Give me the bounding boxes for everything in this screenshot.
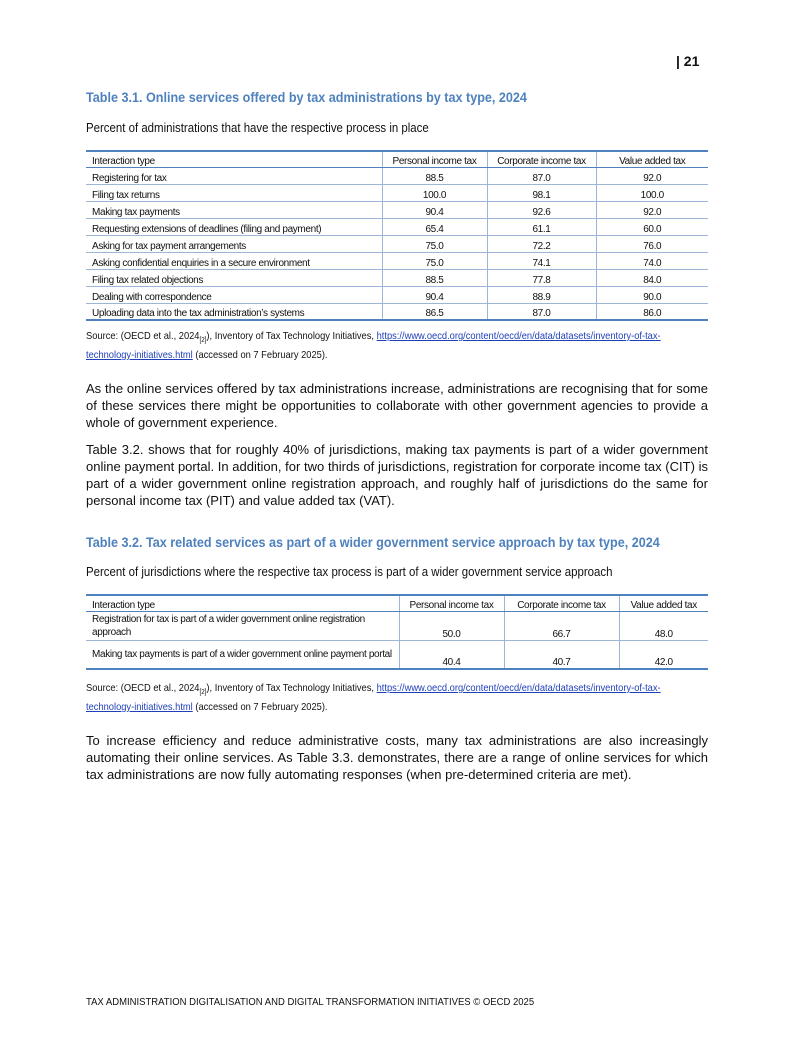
cell-vat: 92.0 <box>596 167 708 184</box>
cell-cit: 74.1 <box>487 252 596 269</box>
table1-subtitle: Percent of administrations that have the respective process in place <box>86 120 429 135</box>
cell-vat: 92.0 <box>596 201 708 218</box>
cell-pit: 88.5 <box>382 269 487 286</box>
cell-pit: 75.0 <box>382 235 487 252</box>
source-suffix: (accessed on 7 February 2025). <box>192 701 328 714</box>
cell-cit: 87.0 <box>487 303 596 320</box>
page-number: | 21 <box>676 53 700 69</box>
cell-cit: 77.8 <box>487 269 596 286</box>
cell-vat: 42.0 <box>619 640 708 669</box>
cell-vat: 60.0 <box>596 218 708 235</box>
cell-pit: 88.5 <box>382 167 487 184</box>
cell-cit: 66.7 <box>504 611 619 640</box>
table-row <box>86 611 708 640</box>
cell-pit: 90.4 <box>382 286 487 303</box>
table-row <box>86 167 708 184</box>
table-row <box>86 252 708 269</box>
table1-source-note <box>86 329 708 363</box>
cell-cit: 40.7 <box>504 640 619 669</box>
body-paragraph-1: As the online services offered by tax administrations increase, administrations are recognising that for some of these services there might be opportunities to collaborate with other government agencies to provide a whole of government experience. <box>86 381 708 430</box>
table2-subtitle: Percent of jurisdictions where the respective tax process is part of a wider government service approach <box>86 564 613 579</box>
source-link[interactable]: https://www.oecd.org/content/oecd/en/data/datasets/inventory-of-tax-technology-initiatives.html <box>86 682 661 714</box>
row-label: Making tax payments is part of a wider government online payment portal <box>86 640 399 669</box>
cell-cit: 72.2 <box>487 235 596 252</box>
table2-title: Table 3.2. Tax related services as part of a wider government service approach by tax type, 2024 <box>86 534 660 550</box>
source-prefix: Source: (OECD et al., 2024 <box>86 682 200 694</box>
row-label: Making tax payments <box>86 201 382 218</box>
cell-pit: 100.0 <box>382 184 487 201</box>
table2-source-note <box>86 681 708 715</box>
cell-vat: 84.0 <box>596 269 708 286</box>
table-row <box>86 269 708 286</box>
table-row <box>86 235 708 252</box>
table1-header-cit: Corporate income tax <box>487 151 596 167</box>
table2 <box>86 594 708 670</box>
table2-header-row <box>86 595 708 611</box>
row-label: Filing tax related objections <box>86 269 382 286</box>
table1-header-pit: Personal income tax <box>382 151 487 167</box>
row-label: Registration for tax is part of a wider government online registration approach <box>86 611 399 640</box>
table-row <box>86 201 708 218</box>
source-mid: ), Inventory of Tax Technology Initiatives, <box>206 330 377 342</box>
cell-pit: 40.4 <box>399 640 504 669</box>
row-label: Requesting extensions of deadlines (filing and payment) <box>86 218 382 235</box>
table1-header-vat: Value added tax <box>596 151 708 167</box>
cell-vat: 90.0 <box>596 286 708 303</box>
cell-pit: 90.4 <box>382 201 487 218</box>
row-label: Registering for tax <box>86 167 382 184</box>
row-label: Filing tax returns <box>86 184 382 201</box>
table-row <box>86 640 708 669</box>
cell-pit: 86.5 <box>382 303 487 320</box>
table-row <box>86 303 708 320</box>
table1-header-row <box>86 151 708 167</box>
table-row <box>86 218 708 235</box>
cell-cit: 88.9 <box>487 286 596 303</box>
row-label: Uploading data into the tax administration’s systems <box>86 303 382 320</box>
body-paragraph-2: Table 3.2. shows that for roughly 40% of jurisdictions, making tax payments is part of a wider government online payment portal. In addition, for two thirds of jurisdictions, registration for corporate income tax (CIT) is part of a wider government online registration approach, and roughly half of jurisdictions do the same for personal income tax (PIT) and value added tax (VAT). <box>86 442 708 508</box>
cell-vat: 76.0 <box>596 235 708 252</box>
table-row <box>86 184 708 201</box>
cell-vat: 100.0 <box>596 184 708 201</box>
cell-cit: 92.6 <box>487 201 596 218</box>
table2-header-cit: Corporate income tax <box>504 595 619 611</box>
table1 <box>86 150 708 321</box>
table2-header-pit: Personal income tax <box>399 595 504 611</box>
table1-title: Table 3.1. Online services offered by tax administrations by tax type, 2024 <box>86 89 527 105</box>
source-reference: [2] <box>199 337 207 345</box>
source-suffix: (accessed on 7 February 2025). <box>192 349 328 362</box>
row-label: Dealing with correspondence <box>86 286 382 303</box>
cell-pit: 75.0 <box>382 252 487 269</box>
cell-cit: 61.1 <box>487 218 596 235</box>
cell-cit: 87.0 <box>487 167 596 184</box>
cell-vat: 74.0 <box>596 252 708 269</box>
cell-vat: 48.0 <box>619 611 708 640</box>
cell-vat: 86.0 <box>596 303 708 320</box>
cell-pit: 65.4 <box>382 218 487 235</box>
source-mid: ), Inventory of Tax Technology Initiatives, <box>206 682 377 694</box>
source-prefix: Source: (OECD et al., 2024 <box>86 330 200 342</box>
table1-header-interaction-type: Interaction type <box>86 151 382 167</box>
row-label: Asking confidential enquiries in a secure environment <box>86 252 382 269</box>
source-reference: [2] <box>199 689 207 697</box>
page-footer: TAX ADMINISTRATION DIGITALISATION AND DIGITAL TRANSFORMATION INITIATIVES © OECD 2025 <box>86 997 535 1008</box>
row-label: Asking for tax payment arrangements <box>86 235 382 252</box>
source-link[interactable]: https://www.oecd.org/content/oecd/en/data/datasets/inventory-of-tax-technology-initiatives.html <box>86 330 661 362</box>
cell-pit: 50.0 <box>399 611 504 640</box>
body-paragraph-3: To increase efficiency and reduce administrative costs, many tax administrations are also increasingly automating their online services. As Table 3.3. demonstrates, there are a range of online services for which tax administrations are now fully automating responses (when pre-determined criteria are met). <box>86 733 708 782</box>
table2-header-vat: Value added tax <box>619 595 708 611</box>
table2-header-interaction-type: Interaction type <box>86 595 399 611</box>
table-row <box>86 286 708 303</box>
cell-cit: 98.1 <box>487 184 596 201</box>
